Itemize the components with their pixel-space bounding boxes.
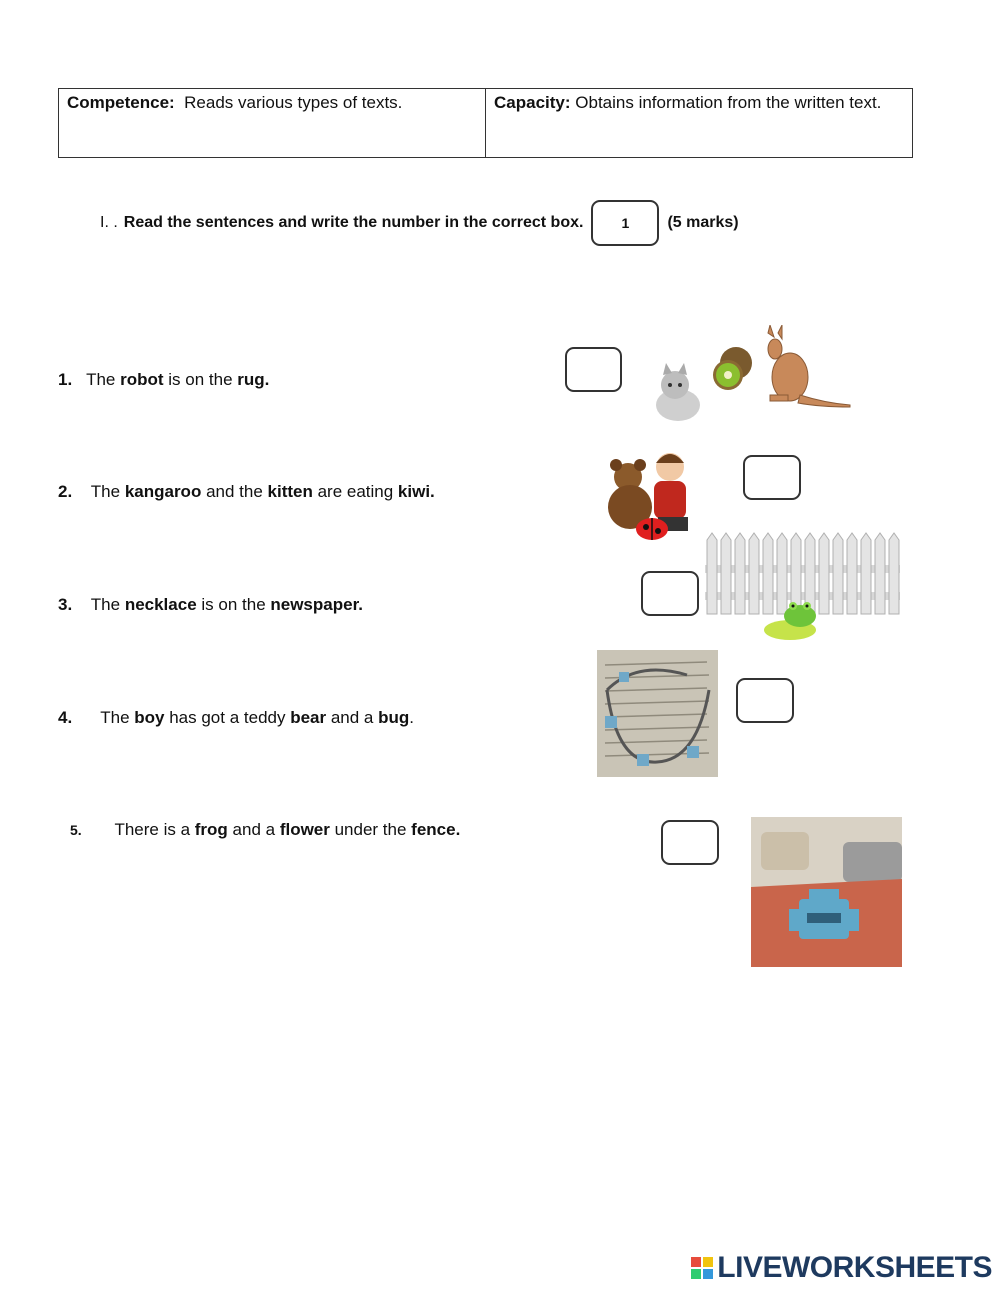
keyword: necklace [124, 595, 197, 614]
text: The [100, 708, 135, 727]
sentence-3 [58, 595, 363, 615]
teddy-bear-icon [608, 459, 652, 529]
text: under the [329, 820, 412, 839]
logo-blocks-icon [691, 1257, 713, 1279]
text: is on the [163, 370, 238, 389]
logo-block-icon [703, 1269, 713, 1279]
capacity-label: Capacity: [494, 93, 571, 112]
robot-rug-picture [751, 817, 902, 967]
necklace-newspaper-picture [597, 650, 718, 777]
keyword: rug. [237, 370, 270, 389]
sentence-number: 4. [58, 708, 73, 727]
instruction-text: Read the sentences and write the number in the correct box. [123, 214, 584, 231]
keyword: kitten [267, 482, 313, 501]
sentence-2 [58, 482, 435, 502]
header-table [58, 88, 913, 158]
logo-block-icon [691, 1269, 701, 1279]
sentence-number: 5. [70, 822, 82, 838]
capacity-text: Obtains information from the written text. [575, 93, 882, 112]
liveworksheets-logo [691, 1251, 992, 1285]
text: The [86, 370, 121, 389]
sentence-5 [70, 820, 460, 840]
text: The [90, 595, 125, 614]
text: and a [326, 708, 379, 727]
competence-text: Reads various types of texts. [184, 93, 403, 112]
answer-box-boy-picture[interactable] [743, 455, 801, 500]
sentence-1 [58, 370, 269, 390]
sentence-4 [58, 708, 414, 728]
answer-box-kangaroo-picture[interactable] [565, 347, 622, 392]
text: and the [201, 482, 268, 501]
competence-cell [59, 89, 486, 157]
text: There is a [114, 820, 195, 839]
keyword: boy [134, 708, 165, 727]
kitten-icon [656, 363, 700, 421]
text: has got a teddy [164, 708, 291, 727]
kangaroo-icon [768, 325, 850, 407]
keyword: bear [290, 708, 327, 727]
answer-box-necklace-picture[interactable] [736, 678, 794, 723]
competence-label: Competence: [67, 93, 175, 112]
keyword: flower [279, 820, 330, 839]
fence-frog-flower-picture [705, 530, 900, 645]
logo-block-icon [691, 1257, 701, 1267]
text: . [409, 708, 415, 727]
sentence-number: 2. [58, 482, 73, 501]
marks-label: (5 marks) [667, 214, 739, 231]
text: is on the [196, 595, 271, 614]
keyword: newspaper. [270, 595, 363, 614]
text: are eating [312, 482, 398, 501]
answer-box-robot-rug-picture[interactable] [661, 820, 719, 865]
answer-box-fence-picture[interactable] [641, 571, 699, 616]
keyword: frog [194, 820, 228, 839]
ladybug-icon [636, 518, 668, 540]
keyword: kangaroo [124, 482, 202, 501]
sentence-number: 1. [58, 370, 73, 389]
boy-teddy-bug-picture [598, 445, 703, 545]
logo-text: LIVEWORKSHEETS [717, 1251, 992, 1284]
example-box: 1 [591, 200, 659, 246]
kangaroo-kitten-kiwi-picture [650, 325, 860, 425]
keyword: fence. [411, 820, 461, 839]
logo-block-icon [703, 1257, 713, 1267]
keyword: bug [378, 708, 410, 727]
instruction [100, 200, 739, 246]
keyword: kiwi. [397, 482, 435, 501]
text: and a [227, 820, 280, 839]
capacity-cell [486, 89, 912, 157]
text: The [90, 482, 125, 501]
instruction-prefix: I. . [100, 214, 118, 231]
fence-icon [705, 533, 900, 614]
kiwi-icon [713, 347, 752, 390]
sentence-number: 3. [58, 595, 73, 614]
keyword: robot [120, 370, 164, 389]
